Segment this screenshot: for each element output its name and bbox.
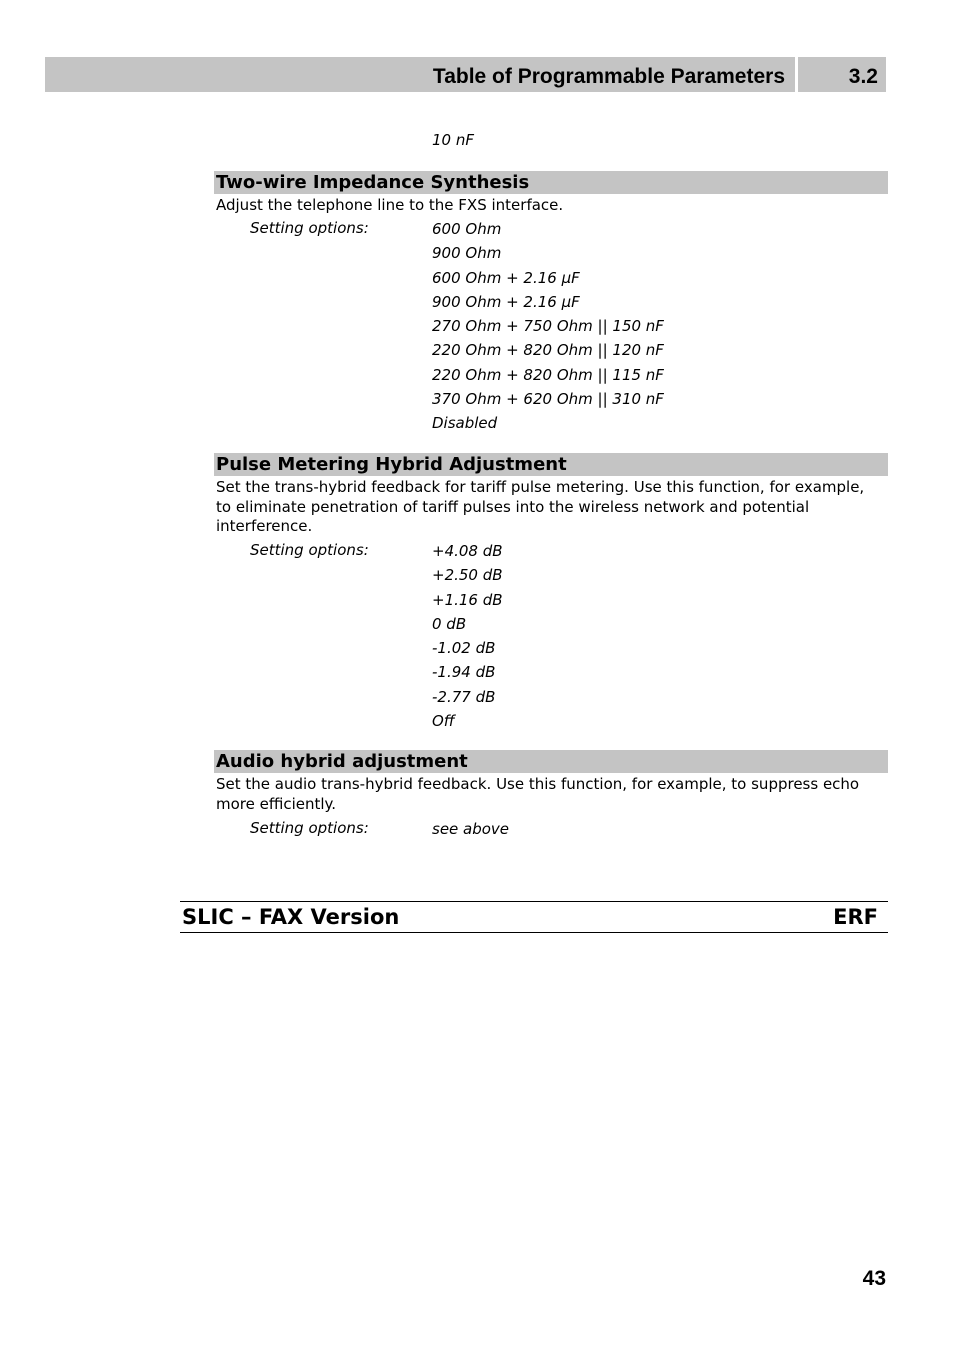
option-item: 220 Ohm + 820 Ohm || 115 nF [432, 365, 664, 384]
option-list-impedance [432, 217, 664, 436]
option-item: Disabled [432, 414, 498, 433]
option-item: 900 Ohm [432, 244, 502, 263]
option-item: +2.50 dB [432, 566, 503, 585]
option-item: 600 Ohm + 2.16 µF [432, 268, 580, 287]
setting-options-label: Setting options: [250, 819, 369, 837]
option-list-audio-hybrid [432, 817, 509, 841]
subsection-rule-bottom [180, 932, 888, 933]
option-item: 0 dB [432, 614, 467, 633]
page-number: 43 [862, 1267, 886, 1290]
section-heading-text: Two-wire Impedance Synthesis [216, 172, 530, 193]
page-header-title: Table of Programmable Parameters [432, 65, 785, 88]
setting-options-label: Setting options: [250, 219, 369, 237]
option-list-pulse-metering [432, 539, 503, 733]
option-item: 220 Ohm + 820 Ohm || 120 nF [432, 341, 664, 360]
section-heading-text: Pulse Metering Hybrid Adjustment [216, 454, 567, 475]
carryover-value: 10 nF [432, 131, 474, 149]
setting-options-label: Setting options: [250, 541, 369, 559]
section-heading-impedance [214, 171, 888, 194]
section-description: Adjust the telephone line to the FXS interface. [216, 196, 564, 214]
option-item: see above [432, 820, 510, 838]
section-heading-audio-hybrid [214, 750, 888, 773]
option-item: 270 Ohm + 750 Ohm || 150 nF [432, 317, 664, 336]
option-item: -1.02 dB [432, 639, 496, 658]
subsection-code: ERF [833, 905, 878, 929]
section-description: Set the trans-hybrid feedback for tariff pulse metering. Use this function, for example, to eliminate penetration of tariff pulses into the wireless network and potential interference. [216, 478, 865, 536]
option-item: -2.77 dB [432, 687, 496, 706]
option-item: Off [432, 712, 455, 731]
option-item: +4.08 dB [432, 542, 503, 560]
section-number: 3.2 [848, 65, 878, 88]
section-heading-pulse-metering [214, 453, 888, 476]
section-description: Set the audio trans-hybrid feedback. Use this function, for example, to suppress echo more efficiently. [216, 775, 860, 813]
section-heading-text: Audio hybrid adjustment [216, 751, 468, 772]
option-item: -1.94 dB [432, 663, 496, 682]
subsection-title: SLIC – FAX Version [182, 905, 400, 929]
option-item: 370 Ohm + 620 Ohm || 310 nF [432, 390, 664, 409]
option-item: 900 Ohm + 2.16 µF [432, 292, 580, 311]
option-item: 600 Ohm [432, 220, 502, 238]
option-item: +1.16 dB [432, 590, 503, 609]
subsection-rule-top [180, 901, 888, 902]
